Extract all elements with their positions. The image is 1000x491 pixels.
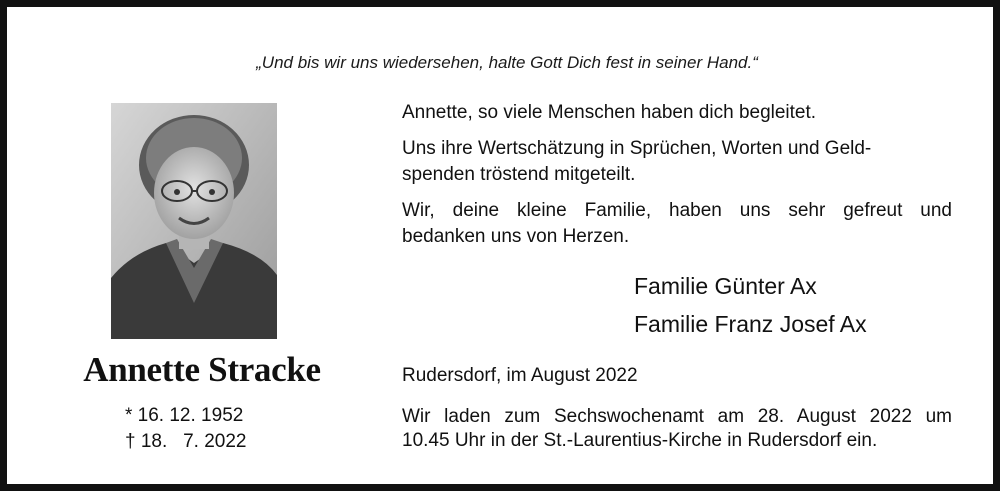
invitation <box>402 405 952 453</box>
message-line-2b: spenden tröstend mitgeteilt. <box>402 164 636 185</box>
family-signature-1: Familie Günter Ax <box>634 273 817 299</box>
place-date: Rudersdorf, im August 2022 <box>402 365 638 386</box>
message-line-1: Annette, so viele Menschen haben dich begleitet. <box>402 102 817 123</box>
deceased-name: Annette Stracke <box>83 350 321 389</box>
birth-date: * 16. 12. 1952 <box>125 405 244 426</box>
family-signature-2: Familie Franz Josef Ax <box>634 311 867 337</box>
death-date: † 18. 7. 2022 <box>125 431 247 452</box>
portrait-photo <box>111 103 277 339</box>
message-paragraph-3 <box>402 198 952 250</box>
quote: „Und bis wir uns wiedersehen, halte Gott Dich fest in seiner Hand.“ <box>256 53 758 72</box>
invitation-line-1: Wir laden zum Sechswochenamt am 28. August 2022 um <box>402 406 952 427</box>
message-paragraph-2 <box>402 136 952 188</box>
message-line-2a: Uns ihre Wertschätzung in Sprüchen, Worten und Geld- <box>402 138 872 159</box>
message-line-3b: bedanken uns von Herzen. <box>402 226 630 247</box>
message-line-3a: Wir, deine kleine Familie, haben uns sehr gefreut und <box>402 200 952 221</box>
invitation-line-2: 10.45 Uhr in der St.-Laurentius-Kirche in Rudersdorf ein. <box>402 430 878 451</box>
